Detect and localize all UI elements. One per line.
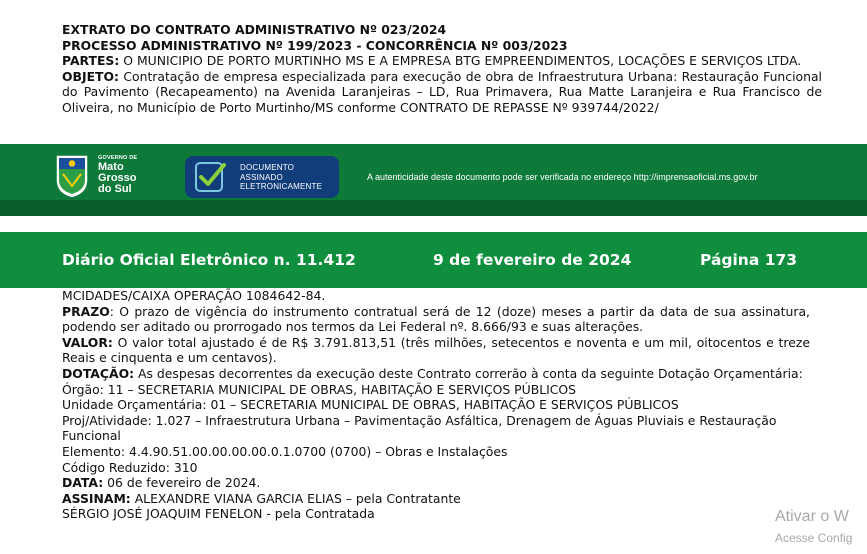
badge-line-1: DOCUMENTO (240, 163, 295, 172)
authenticity-note: A autenticidade deste documento pode ser verificada no endereço http://imprensaoficial.ms.gov.br (367, 172, 758, 182)
assinam-label: ASSINAM: (62, 490, 131, 506)
badge-line-3: ELETRONICAMENTE (240, 182, 323, 191)
coat-of-arms-icon (52, 152, 92, 200)
valor-paragraph (62, 335, 810, 366)
signed-document-badge (185, 156, 339, 198)
elemento-line: Elemento: 4.4.90.51.00.00.00.00.0.1.0700 (0700) – Obras e Instalações (62, 443, 508, 459)
prazo-label: PRAZO (62, 303, 110, 319)
ms-government-logo (52, 152, 148, 202)
data-text: 06 de fevereiro de 2024. (103, 475, 261, 491)
prazo-text: : O prazo de vigência do instrumento contratual será de 12 (doze) meses a partir da data de sua assinatura, podendo ser aditado ou prorrogado nos termos da Lei Federal nº. 8.666/93 e suas alterações. (62, 303, 810, 335)
partes-text: O MUNICIPIO DE PORTO MURTINHO MS E A EMPRESA BTG EMPREENDIMENTOS, LOCAÇÕES E SERVIÇOS LTDA. (119, 53, 802, 69)
page-number: Página 173 (700, 251, 798, 269)
assinam-paragraph (62, 491, 810, 507)
state-name-1: Mato (98, 161, 124, 173)
valor-text: O valor total ajustado é de R$ 3.791.813,51 (três milhões, setecentos e noventa e um mil, oitocentos e treze Reais e cinquenta e um centavos). (62, 334, 810, 366)
contract-excerpt-top (62, 22, 822, 116)
band-gap (0, 216, 867, 232)
objeto-text: Contratação de empresa especializada para execução de obra de Infraestrutura Urbana: Restauração Funcional do Pavimento (Recapeamento) na Avenida Laranjeiras – LD, Rua Primavera, Rua Matte Laranjeira e Rua Francisco de Oliveira, no Município de Porto Murtinho/MS conforme CONTRATO DE REPASSE Nº 939744/2022/ (62, 68, 822, 115)
header-band-shade (0, 200, 867, 216)
signer-contratada: SÉRGIO JOSÉ JOAQUIM FENELON - pela Contratada (62, 506, 375, 522)
codigo-line: Código Reduzido: 310 (62, 459, 198, 475)
assinam-text: ALEXANDRE VIANA GARCIA ELIAS – pela Contratante (130, 490, 461, 506)
watermark-line-1: Ativar o W (775, 508, 849, 525)
valor-label: VALOR: (62, 334, 113, 350)
extrato-title: EXTRATO DO CONTRATO ADMINISTRATIVO Nº 023/2024 (62, 22, 447, 37)
partes-paragraph (62, 53, 822, 69)
state-name-3: do Sul (98, 183, 132, 195)
dotacao-label: DOTAÇÃO: (62, 365, 135, 381)
unidade-line: Unidade Orçamentária: 01 – SECRETARIA MUNICIPAL DE OBRAS, HABITAÇÃO E SERVIÇOS PÚBLICOS (62, 397, 679, 413)
activation-watermark (775, 508, 852, 545)
partes-label: PARTES: (62, 53, 120, 69)
ms-wordmark (98, 155, 137, 195)
watermark-line-2: Acesse Config (775, 531, 853, 545)
objeto-label: OBJETO: (62, 68, 119, 84)
dotacao-paragraph (62, 366, 810, 382)
projeto-line: Proj/Atividade: 1.027 – Infraestrutura Urbana – Pavimentação Asfáltica, Drenagem de Águas Pluviais e Restauração Funcional (62, 412, 777, 444)
processo-title: PROCESSO ADMINISTRATIVO Nº 199/2023 - CONCORRÊNCIA Nº 003/2023 (62, 37, 568, 53)
dotacao-text: As despesas decorrentes da execução deste Contrato correrão à conta da seguinte Dotação Orçamentária: (134, 365, 803, 381)
continuation-line: MCIDADES/CAIXA OPERAÇÃO 1084642-84. (62, 288, 326, 303)
objeto-paragraph (62, 69, 822, 116)
badge-line-2: ASSINADO (240, 172, 283, 182)
contract-excerpt-body (62, 288, 810, 522)
orgao-line: Órgão: 11 – SECRETARIA MUNICIPAL DE OBRAS, HABITAÇÃO E SERVIÇOS PÚBLICOS (62, 381, 577, 397)
gov-label: GOVERNO DE (98, 155, 138, 161)
data-label: DATA: (62, 475, 104, 491)
state-name-2: Grosso (98, 172, 137, 184)
journal-date: 9 de fevereiro de 2024 (433, 251, 632, 269)
journal-title-bar (0, 232, 867, 288)
prazo-paragraph (62, 304, 810, 335)
data-paragraph (62, 475, 810, 491)
journal-edition: Diário Oficial Eletrônico n. 11.412 (62, 251, 356, 269)
checkmark-seal-icon (193, 159, 227, 195)
badge-text (240, 163, 322, 192)
